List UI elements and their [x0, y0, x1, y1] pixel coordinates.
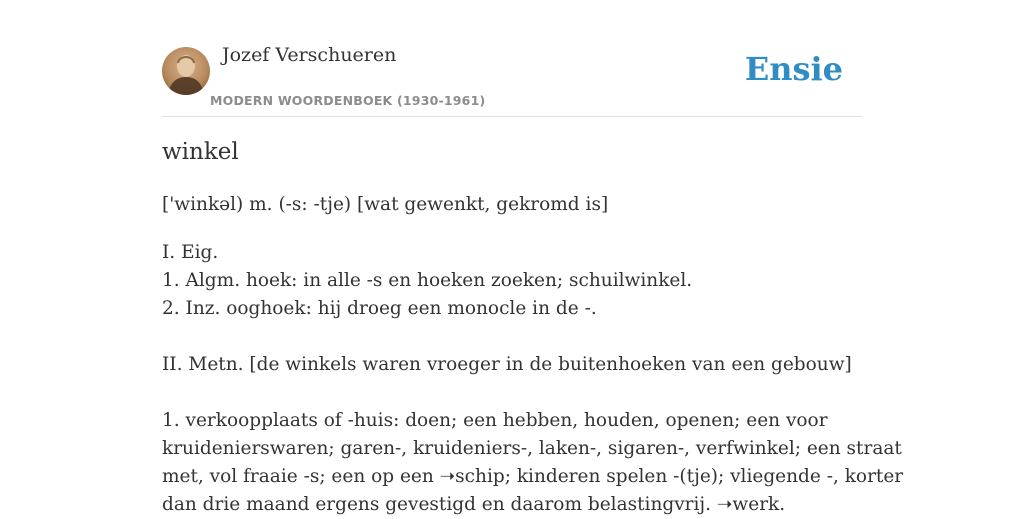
entry-pronunciation: ['winkəl) m. (-s: -tje) [wat gewenkt, gekromd is] [162, 194, 609, 215]
definition-spacer [162, 379, 862, 407]
definition-spacer [162, 323, 862, 351]
ensie-logo-link[interactable]: Ensie [744, 50, 843, 88]
definition-line: met, vol fraaie -s; een op een ➝schip; kinderen spelen -(tje); vliegende -, korter [162, 466, 904, 487]
definition-line: 2. Inz. ooghoek: hij droeg een monocle in de -. [162, 298, 597, 319]
header [162, 0, 862, 117]
definition-line: dan drie maand ergens gevestigd en daarom belastingvrij. ➝werk. [162, 494, 786, 515]
entry-title: winkel [162, 139, 239, 165]
definition-line: II. Metn. [de winkels waren vroeger in de buitenhoeken van een gebouw] [162, 354, 852, 375]
author-avatar[interactable] [162, 47, 210, 95]
entry-definition [162, 239, 904, 519]
definition-line: 1. verkoopplaats of -huis: doen; een hebben, houden, openen; een voor [162, 410, 828, 431]
author-name-link[interactable]: Jozef Verschueren [222, 44, 397, 66]
definition-line: I. Eig. [162, 242, 219, 263]
source-label[interactable]: MODERN WOORDENBOEK (1930-1961) [210, 93, 486, 108]
definition-line: 1. Algm. hoek: in alle -s en hoeken zoeken; schuilwinkel. [162, 270, 693, 291]
portrait-icon [162, 47, 210, 95]
page [162, 0, 904, 515]
definition-line: kruidenierswaren; garen-, kruideniers-, laken-, sigaren-, verfwinkel; een straat [162, 438, 902, 459]
